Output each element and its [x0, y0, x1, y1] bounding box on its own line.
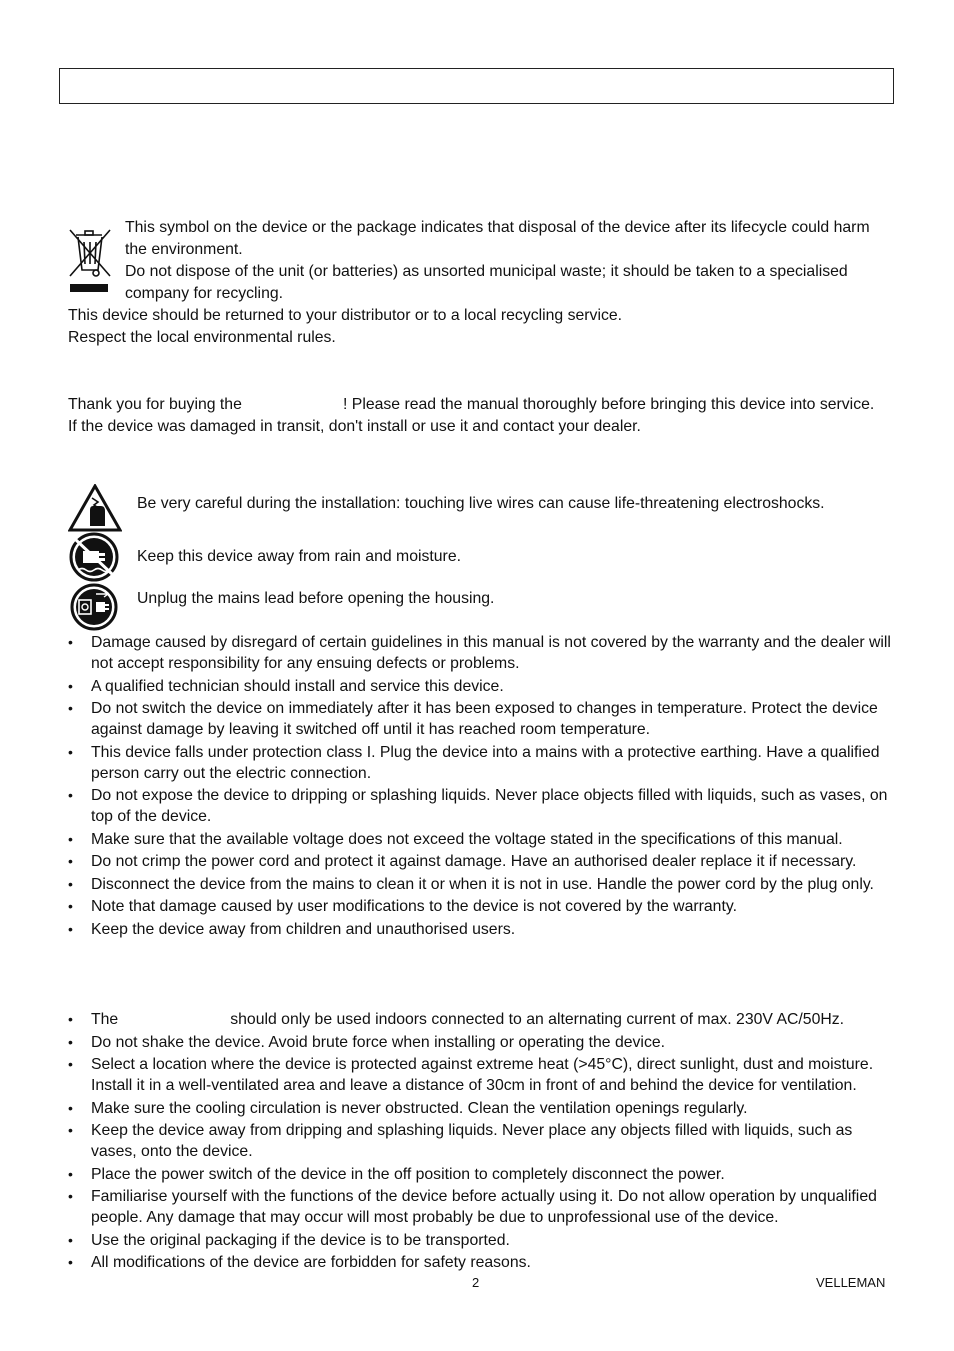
list-item: • All modifications of the device are forbidden for safety reasons.: [68, 1252, 891, 1273]
list-item: • Select a location where the device is protected against extreme heat (>45°C), direct sunlight, dust and moisture. Install it in a well-ventilated area and leave a distance of 30cm in front of and behind the device for ventilation.: [68, 1054, 891, 1096]
environment-text-6: Respect the local environmental rules.: [68, 329, 336, 346]
list-item: • Keep the device away from children and unauthorised users.: [68, 919, 891, 940]
safety-icon-text-1: Be very careful during the installation: touching live wires can cause life-threatening electroshocks.: [137, 495, 825, 512]
list-item: • This device falls under protection class I. Plug the device into a mains with a protective earthing. Have a qualified person carry out the electric connection.: [68, 742, 891, 784]
safety-bullet-list: [68, 632, 891, 941]
list-item: • Disconnect the device from the mains to clean it or when it is not in use. Handle the power cord by the plug only.: [68, 874, 891, 895]
list-item: • Do not shake the device. Avoid brute force when installing or operating the device.: [68, 1032, 891, 1053]
title-box: [59, 68, 894, 104]
guideline-bullet-list: [68, 1009, 891, 1275]
list-item: • Note that damage caused by user modifications to the device is not covered by the warranty.: [68, 896, 891, 917]
environment-text-3: Do not dispose of the unit (or batteries) as unsorted municipal waste; it should be taken to a specialised: [125, 263, 848, 280]
list-item: • Damage caused by disregard of certain guidelines in this manual is not covered by the warranty and the dealer will not accept responsibility for any ensuing defects or problems.: [68, 632, 891, 674]
keep-dry-icon: [68, 532, 120, 582]
unplug-mains-icon: [68, 583, 120, 631]
list-item: [68, 1009, 891, 1030]
list-item: • Do not switch the device on immediately after it has been exposed to changes in temperature. Protect the device against damage by leaving it switched off until it has reached room temperature.: [68, 698, 891, 740]
crossed-out-wheelie-bin-icon: [66, 226, 114, 294]
intro-text-2: If the device was damaged in transit, don't install or use it and contact your dealer.: [68, 418, 641, 435]
list-item: • Use the original packaging if the device is to be transported.: [68, 1230, 891, 1251]
list-item: • Make sure that the available voltage does not exceed the voltage stated in the specifications of this manual.: [68, 829, 891, 850]
environment-text-5: This device should be returned to your distributor or to a local recycling service.: [68, 307, 623, 324]
intro-text-1b: ! Please read the manual thoroughly before bringing this device into service.: [343, 396, 875, 413]
list-item: • Place the power switch of the device in the off position to completely disconnect the power.: [68, 1164, 891, 1185]
intro-text-1a: Thank you for buying the: [68, 396, 242, 413]
safety-icon-text-3: Unplug the mains lead before opening the housing.: [137, 590, 495, 607]
footer-brand: VELLEMAN: [816, 1275, 886, 1290]
list-item: • Keep the device away from dripping and splashing liquids. Never place any objects filled with liquids, such as vases, onto the device.: [68, 1120, 891, 1162]
list-item: • Familiarise yourself with the functions of the device before actually using it. Do not allow operation by unqualified people. Any damage that may occur will most probably be due to unprofessional use of the device.: [68, 1186, 891, 1228]
guideline-first-b: should only be used indoors connected to an alternating current of max. 230V AC/50Hz.: [230, 1011, 845, 1028]
list-item: • Do not expose the device to dripping or splashing liquids. Never place objects filled with liquids, such as vases, on top of the device.: [68, 785, 891, 827]
environment-text-4: company for recycling.: [125, 285, 284, 302]
list-item: • Make sure the cooling circulation is never obstructed. Clean the ventilation openings regularly.: [68, 1098, 891, 1119]
guideline-first-a: The: [91, 1011, 119, 1028]
list-item: • Do not crimp the power cord and protect it against damage. Have an authorised dealer replace it if necessary.: [68, 851, 891, 872]
electric-shock-warning-icon: [68, 484, 122, 532]
list-item: • A qualified technician should install and service this device.: [68, 676, 891, 697]
page-number: 2: [472, 1275, 480, 1290]
environment-text-1: This symbol on the device or the package indicates that disposal of the device after its lifecycle could harm: [125, 219, 870, 236]
safety-icon-text-2: Keep this device away from rain and moisture.: [137, 548, 461, 565]
environment-text-2: the environment.: [125, 241, 243, 258]
